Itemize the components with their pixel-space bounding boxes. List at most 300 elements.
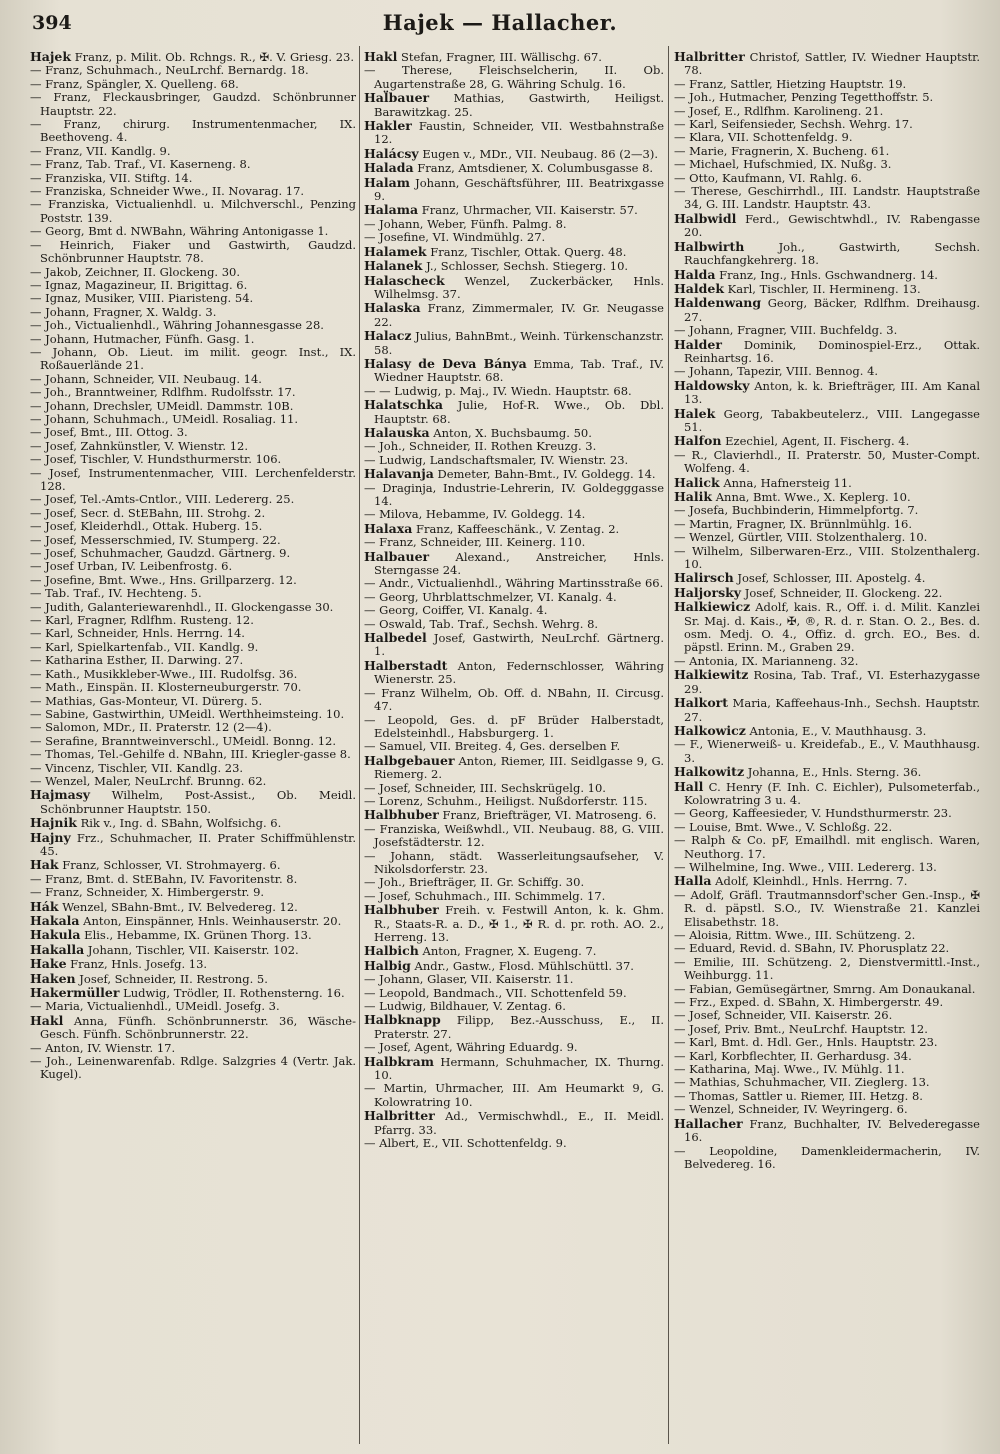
entry-surname: Halavanja	[364, 466, 434, 482]
directory-entry	[30, 858, 356, 872]
directory-entry	[30, 413, 356, 426]
directory-entry	[364, 577, 664, 590]
entry-text: Alexand., Anstreicher, Hnls. Sterngasse 24.	[374, 549, 664, 578]
entry-text: Rosina, Tab. Traf., VI. Esterhazygasse 29.	[684, 668, 980, 696]
directory-entry	[30, 279, 356, 292]
entry-surname: Haldek	[674, 280, 725, 296]
entry-text: Adolf, Kleinhdl., Hnls. Herrng. 7.	[711, 874, 908, 889]
directory-entry	[364, 1137, 664, 1150]
entry-surname: Halaxa	[364, 520, 413, 536]
entry-text: — Johann, Drechsler, UMeidl. Dammstr. 10B.	[30, 398, 294, 413]
directory-entry	[30, 601, 356, 614]
directory-entry	[364, 959, 664, 973]
entry-text: Franz, Hnls. Josefg. 13.	[66, 957, 208, 972]
entry-surname: Hakl	[30, 1012, 64, 1028]
directory-entry	[364, 119, 664, 147]
directory-entry	[674, 834, 980, 861]
entry-text: — Sabine, Gastwirthin, UMeidl. Werthheimsteing. 10.	[30, 706, 345, 721]
entry-text: Franz, Kaffeeschänk., V. Zentag. 2.	[412, 521, 620, 536]
directory-entry	[364, 440, 664, 453]
directory-entry	[30, 507, 356, 520]
directory-entry	[30, 185, 356, 198]
entry-text: — Oswald, Tab. Traf., Sechsh. Wehrg. 8.	[364, 616, 599, 631]
directory-entry	[30, 1014, 356, 1042]
directory-entry	[364, 482, 664, 509]
directory-entry	[674, 518, 980, 531]
directory-entry	[674, 765, 980, 779]
entry-text: Freih. v. Festwill Anton, k. k. Ghm. R., Staats-R. a. D., ✠ 1., ✠ R. d. pr. roth. AO. 2., Herreng. 13.	[374, 903, 664, 944]
directory-entry	[674, 983, 980, 996]
entry-text: — Franz, Fleckausbringer, Gaudzd. Schönbrunner Hauptstr. 22.	[30, 90, 356, 118]
directory-entry	[364, 808, 664, 822]
directory-entry	[30, 50, 356, 64]
entry-text: — Josefine, Bmt. Wwe., Hns. Grillparzerg. 12.	[30, 572, 297, 587]
directory-entry	[674, 240, 980, 268]
entry-text: — Johann, Schneider, VII. Neubaug. 14.	[30, 371, 262, 386]
directory-entry	[30, 886, 356, 899]
entry-text: — Tab. Traf., IV. Hechteng. 5.	[30, 586, 202, 601]
entry-text: Franz, Amtsdiener, X. Columbusgasse 8.	[413, 161, 654, 176]
entry-text: — Joh., Hutmacher, Penzing Tegetthoffstr. 5.	[674, 90, 934, 105]
directory-entry	[674, 268, 980, 282]
directory-entry	[364, 301, 664, 329]
directory-entry	[30, 928, 356, 942]
entry-text: — Judith, Galanteriewarenhdl., II. Glockengasse 30.	[30, 599, 334, 614]
entry-surname: Halbich	[364, 943, 419, 959]
directory-entry	[364, 659, 664, 687]
entry-text: — Georg, Bmt d. NWBahn, Währing Antonigasse 1.	[30, 224, 329, 239]
directory-entry	[364, 604, 664, 617]
entry-text: Elis., Hebamme, IX. Grünen Thorg. 13.	[80, 928, 312, 943]
directory-entry	[674, 1090, 980, 1103]
directory-entry	[674, 942, 980, 955]
entry-text: — Johann, Fragner, VIII. Buchfeldg. 3.	[674, 323, 898, 338]
entry-surname: Halanek	[364, 258, 423, 274]
directory-entry	[30, 198, 356, 225]
directory-entry	[364, 147, 664, 161]
directory-entry	[674, 50, 980, 78]
entry-surname: Halkowitz	[674, 764, 745, 780]
directory-entry	[364, 218, 664, 231]
entry-text: Julie, Hof-R. Wwe., Ob. Dbl. Hauptstr. 68.	[374, 398, 664, 426]
directory-entry	[364, 274, 664, 302]
entry-surname: Hák	[30, 898, 59, 914]
directory-entry	[364, 508, 664, 521]
entry-text: — Franziska, Schneider Wwe., II. Novarag. 17.	[30, 184, 305, 199]
directory-entry	[30, 748, 356, 761]
entry-text: — Johann, Tapezir, VIII. Bennog. 4.	[674, 364, 879, 379]
directory-entry	[30, 373, 356, 386]
directory-entry	[30, 873, 356, 886]
entry-text: Anna, Fünfh. Schönbrunnerstr. 36, Wäsche-Gesch. Fünfh. Schönbrunnerstr. 22.	[40, 1013, 356, 1042]
entry-surname: Hajmasy	[30, 787, 91, 803]
directory-entry	[30, 1042, 356, 1055]
entry-text: — Michael, Hufschmied, IX. Nußg. 3.	[674, 157, 892, 172]
entry-text: Wenzel, Zuckerbäcker, Hnls. Wilhelmsg. 37.	[374, 273, 664, 301]
directory-entry	[30, 118, 356, 145]
entry-text: Stefan, Fragner, III. Wällischg. 67.	[397, 50, 602, 64]
entry-text: — Josef, Schneider, VII. Kaiserstr. 26.	[674, 1008, 893, 1023]
entry-text: — Johann, Schuhmach., UMeidl. Rosaliag. 11.	[30, 411, 299, 426]
entry-text: Rik v., Ing. d. SBahn, Wolfsichg. 6.	[76, 816, 282, 831]
column-1	[30, 50, 356, 1442]
entry-text: Josef, Schneider, II. Glockeng. 22.	[741, 585, 943, 600]
directory-entry	[30, 91, 356, 118]
entry-text: — F., Wienerweiß- u. Kreidefab., E., V. Mauthhausg. 3.	[674, 737, 980, 765]
entry-surname: Halbedel	[364, 630, 427, 646]
entry-text: Georg, Tabakbeutelerz., VIII. Langegasse 51.	[684, 406, 980, 434]
directory-entry	[30, 695, 356, 708]
entry-surname: Halberstadt	[364, 657, 448, 673]
entry-text: — Martin, Uhrmacher, III. Am Heumarkt 9, G. Kolowratring 10.	[364, 1081, 664, 1109]
directory-entry	[364, 1000, 664, 1013]
directory-entry	[364, 357, 664, 385]
entry-text: Franz, Uhrmacher, VII. Kaiserstr. 57.	[418, 203, 638, 218]
entry-text: Faustin, Schneider, VII. Westbahnstraße 12.	[374, 119, 664, 147]
entry-text: — Josef, Agent, Währing Eduardg. 9.	[364, 1040, 578, 1055]
directory-entry	[674, 807, 980, 820]
entry-text: — Andr., Victualienhdl., Währing Martinsstraße 66.	[364, 576, 664, 591]
entry-surname: Halbauer	[364, 548, 430, 564]
directory-entry	[674, 212, 980, 240]
entry-surname: Haldenwang	[674, 295, 762, 311]
entry-text: — Anton, IV. Wienstr. 17.	[30, 1040, 176, 1055]
entry-text: — Maria, Victualienhdl., UMeidl. Josefg. 3.	[30, 999, 280, 1014]
directory-entry	[364, 64, 664, 91]
directory-entry	[674, 586, 980, 600]
entry-text: Filipp, Bez.-Ausschuss, E., II. Praterstr. 27.	[374, 1013, 664, 1041]
entry-text: — Franz, Schneider, III. Keinerg. 110.	[364, 535, 586, 550]
entry-text: — Josef, Messerschmied, IV. Stumperg. 22.	[30, 532, 281, 547]
entry-text: — Leopoldine, Damenkleidermacherin, IV. Belvedereg. 16.	[674, 1143, 980, 1171]
entry-text: Emma, Tab. Traf., IV. Wiedner Hauptstr. 68.	[374, 356, 664, 385]
entry-text: — Franz, chirurg. Instrumentenmacher, IX. Beethoveng. 4.	[30, 117, 356, 145]
entry-text: Franz, p. Milit. Ob. Rchngs. R., ✠. V. Griesg. 23.	[71, 50, 355, 64]
entry-text: Frz., Schuhmacher, II. Prater Schiffmühlenstr. 45.	[40, 830, 356, 858]
entry-text: — Georg, Coiffer, VI. Kanalg. 4.	[364, 603, 548, 618]
entry-text: Josef, Gastwirth, NeuLrchf. Gärtnerg. 1.	[374, 631, 664, 659]
entry-text: — Kath., Musikkleber-Wwe., III. Rudolfsg. 36.	[30, 666, 298, 681]
entry-text: Eugen v., MDr., VII. Neubaug. 86 (2—3).	[418, 146, 658, 161]
directory-entry	[674, 571, 980, 585]
entry-text: — Thomas, Tel.-Gehilfe d. NBahn, III. Kriegler-gasse 8.	[30, 747, 351, 762]
directory-entry	[364, 973, 664, 986]
directory-entry	[364, 714, 664, 741]
directory-entry	[30, 520, 356, 533]
directory-entry	[364, 823, 664, 850]
entry-text: — Johann, Fragner, X. Waldg. 3.	[30, 304, 217, 319]
entry-text: — Heinrich, Fiaker und Gastwirth, Gaudzd. Schönbrunner Hauptstr. 78.	[30, 237, 356, 266]
directory-entry	[674, 78, 980, 91]
directory-entry	[30, 145, 356, 158]
directory-entry	[674, 668, 980, 696]
entry-surname: Halbig	[364, 957, 411, 973]
directory-entry	[30, 78, 356, 91]
directory-entry	[364, 876, 664, 889]
directory-entry	[30, 914, 356, 928]
directory-entry	[30, 239, 356, 266]
directory-entry	[30, 735, 356, 748]
entry-text: — Franziska, Victualienhdl. u. Milchverschl., Penzing Poststr. 139.	[30, 197, 356, 225]
entry-text: — Katharina, Maj. Wwe., IV. Mühlg. 11.	[674, 1062, 905, 1077]
entry-text: — Albert, E., VII. Schottenfeldg. 9.	[364, 1136, 567, 1151]
directory-entry	[674, 407, 980, 435]
entry-surname: Halbgebauer	[364, 752, 455, 768]
entry-text: — Franz Wilhelm, Ob. Off. d. NBahn, II. Circusg. 47.	[364, 685, 664, 714]
entry-text: — Johann, städt. Wasserleitungsaufseher, V. Nikolsdorferstr. 23.	[364, 848, 664, 876]
directory-entry	[674, 172, 980, 185]
entry-text: — Leopold, Ges. d. pF Brüder Halberstadt, Edelsteinhdl., Habsburgerg. 1.	[364, 712, 664, 740]
directory-entry	[674, 282, 980, 296]
entry-text: — Josef, Bmt., III. Ottog. 3.	[30, 425, 188, 440]
entry-text: — Karl, Spielkartenfab., VII. Kandlg. 9.	[30, 639, 259, 654]
directory-entry	[674, 1023, 980, 1036]
entry-text: — Josef, Schuhmach., III. Schimmelg. 17.	[364, 888, 606, 903]
directory-entry	[30, 426, 356, 439]
entry-text: — Karl, Bmt. d. Hdl. Ger., Hnls. Hauptstr. 23.	[674, 1035, 938, 1050]
directory-entry	[30, 319, 356, 332]
directory-entry	[364, 203, 664, 217]
directory-entry	[30, 266, 356, 279]
entry-text: — Johann, Ob. Lieut. im milit. geogr. Inst., IX. Roßauerlände 21.	[30, 344, 356, 373]
entry-text: — Josef, Secr. d. StEBahn, III. Strohg. 2.	[30, 505, 266, 520]
entry-text: — Joh., Branntweiner, Rdlfhm. Rudolfsstr. 17.	[30, 385, 296, 400]
entry-text: Johann, Geschäftsführer, III. Beatrixgasse 9.	[374, 175, 664, 204]
entry-text: — Franz, VII. Kandlg. 9.	[30, 143, 171, 158]
directory-entry	[30, 1055, 356, 1082]
entry-text: Demeter, Bahn-Bmt., IV. Goldegg. 14.	[433, 467, 656, 482]
directory-entry	[30, 453, 356, 466]
directory-entry	[674, 504, 980, 517]
directory-entry	[30, 493, 356, 506]
directory-entry	[364, 795, 664, 808]
directory-entry	[30, 641, 356, 654]
directory-entry	[674, 821, 980, 834]
entry-surname: Hakalla	[30, 941, 85, 957]
entry-surname: Hakler	[364, 118, 412, 134]
directory-entry	[30, 346, 356, 373]
directory-entry	[674, 296, 980, 324]
directory-entry	[364, 631, 664, 659]
entry-text: — Klara, VII. Schottenfeldg. 9.	[674, 130, 853, 145]
entry-surname: Hak	[30, 857, 59, 873]
entry-text: — Josef, Schuhmacher, Gaudzd. Gärtnerg. 9.	[30, 546, 291, 561]
entry-surname: Halek	[674, 405, 716, 421]
entry-surname: Halkiewicz	[674, 599, 751, 615]
directory-entry	[364, 522, 664, 536]
directory-entry	[30, 957, 356, 971]
entry-text: Anton, Einspänner, Hnls. Weinhauserstr. 20.	[79, 914, 342, 928]
entry-text: Dominik, Dominospiel-Erz., Ottak. Reinhartsg. 16.	[684, 337, 980, 365]
entry-surname: Haldowsky	[674, 377, 750, 393]
entry-text: — Josefa, Buchbinderin, Himmelpfortg. 7.	[674, 503, 919, 518]
entry-text: Mathias, Gastwirth, Heiligst. Barawitzkag. 25.	[374, 91, 664, 119]
entry-text: — Mathias, Gas-Monteur, VI. Dürerg. 5.	[30, 693, 263, 708]
entry-text: — Franz, Sattler, Hietzing Hauptstr. 19.	[674, 76, 907, 91]
directory-entry	[674, 874, 980, 888]
entry-text: Georg, Bäcker, Rdlfhm. Dreihausg. 27.	[684, 296, 980, 324]
directory-entry	[30, 306, 356, 319]
entry-surname: Halbhuber	[364, 807, 439, 823]
entry-text: — Joh., Briefträger, II. Gr. Schiffg. 30.	[364, 875, 585, 890]
entry-text: — Eduard, Revid. d. SBahn, IV. Phorusplatz 22.	[674, 941, 950, 956]
directory-entry	[364, 550, 664, 578]
entry-text: — Ralph & Co. pF, Emailhdl. mit englisch. Waren, Neuthorg. 17.	[674, 833, 980, 861]
directory-entry	[30, 788, 356, 816]
entry-text: — Otto, Kaufmann, VI. Rahlg. 6.	[674, 170, 862, 185]
entry-surname: Halbkram	[364, 1053, 434, 1069]
directory-entry	[30, 943, 356, 957]
entry-surname: Hajny	[30, 829, 71, 845]
entry-text: — Johann, Glaser, VII. Kaiserstr. 11.	[364, 972, 574, 987]
directory-entry	[674, 131, 980, 144]
entry-surname: Halirsch	[674, 570, 734, 586]
directory-entry	[30, 64, 356, 77]
page-header	[0, 0, 1000, 40]
entry-text: Franz, Briefträger, VI. Matroseng. 6.	[438, 808, 657, 823]
entry-text: Anton, Fragner, X. Eugeng. 7.	[418, 944, 597, 959]
entry-surname: Halaska	[364, 300, 421, 316]
directory-entry	[364, 385, 664, 398]
entry-text: Maria, Kaffeehaus-Inh., Sechsh. Hauptstr. 27.	[684, 696, 980, 724]
column-rule-2	[668, 46, 669, 1444]
entry-text: — Ludwig, Bildhauer, V. Zentag. 6.	[364, 999, 566, 1014]
entry-surname: Halácsy	[364, 145, 419, 161]
entry-text: — Thomas, Sattler u. Riemer, III. Hetzg. 8.	[674, 1088, 923, 1103]
entry-surname: Halbknapp	[364, 1012, 441, 1028]
directory-entry	[674, 476, 980, 490]
directory-entry	[30, 614, 356, 627]
directory-entry	[674, 365, 980, 378]
entry-surname: Halbritter	[364, 1108, 435, 1124]
directory-entry	[674, 158, 980, 171]
entry-text: Christof, Sattler, IV. Wiedner Hauptstr. 78.	[684, 50, 980, 78]
directory-entry	[30, 986, 356, 1000]
directory-entry	[364, 176, 664, 204]
directory-entry	[674, 338, 980, 366]
directory-entry	[674, 185, 980, 212]
entry-text: Anna, Bmt. Wwe., X. Keplerg. 10.	[712, 490, 911, 504]
entry-surname: Halam	[364, 174, 410, 190]
entry-surname: Halbwidl	[674, 210, 737, 226]
entry-text: Anton, k. k. Briefträger, III. Am Kanal 13.	[684, 378, 980, 407]
directory-entry	[674, 655, 980, 668]
entry-text: — Joh., Victualienhdl., Währing Johannesgasse 28.	[30, 318, 324, 333]
entry-text: — Josef, Schneider, III. Sechskrügelg. 10.	[364, 780, 606, 795]
entry-text: Anton, Riemer, III. Seidlgasse 9, G. Riemerg. 2.	[374, 753, 664, 782]
directory-entry	[674, 1145, 980, 1172]
directory-entry	[674, 379, 980, 407]
entry-text: — Wilhelmine, Ing. Wwe., VIII. Ledererg. 13.	[674, 859, 937, 874]
entry-text: — Josef, Kleiderhdl., Ottak. Huberg. 15.	[30, 519, 263, 534]
directory-entry	[674, 490, 980, 504]
entry-text: — Franziska, VII. Stiftg. 14.	[30, 170, 193, 185]
entry-surname: Halkort	[674, 695, 729, 711]
directory-entry	[674, 738, 980, 765]
entry-surname: Hakermüller	[30, 985, 120, 1001]
entry-surname: Halbhuber	[364, 902, 439, 918]
entry-text: Anton, X. Buchsbaumg. 50.	[429, 425, 592, 440]
directory-entry	[674, 1076, 980, 1089]
directory-entry	[364, 618, 664, 631]
entry-text: — Draginja, Industrie-Lehrerin, IV. Goldegggasse 14.	[364, 480, 664, 508]
directory-entry	[364, 1055, 664, 1083]
entry-text: Anton, Federnschlosser, Währing Wienerstr. 25.	[374, 658, 664, 687]
entry-surname: Hajek	[30, 50, 72, 64]
directory-entry	[674, 861, 980, 874]
directory-entry	[674, 696, 980, 724]
directory-entry	[674, 600, 980, 655]
directory-entry	[30, 534, 356, 547]
directory-entry	[364, 591, 664, 604]
directory-entry	[364, 398, 664, 426]
entry-text: — Josef, Tischler, V. Hundsthurmerstr. 106.	[30, 452, 282, 467]
entry-surname: Hakala	[30, 913, 80, 928]
directory-entry	[674, 324, 980, 337]
entry-surname: Haljorsky	[674, 584, 742, 600]
entry-text: — Fabian, Gemüsegärtner, Smrng. Am Donaukanal.	[674, 981, 976, 996]
entry-text: Antonia, E., V. Mauthhausg. 3.	[745, 723, 927, 738]
directory-entry	[674, 1117, 980, 1145]
directory-entry	[30, 900, 356, 914]
entry-text: — Therese, Fleischselcherin, II. Ob. Augartenstraße 28, G. Währing Schulg. 16.	[364, 63, 664, 91]
entry-text: — Mathias, Schuhmacher, VII. Zieglerg. 13.	[674, 1075, 930, 1090]
entry-surname: Haken	[30, 970, 76, 986]
directory-entry	[674, 1036, 980, 1049]
directory-entry	[30, 547, 356, 560]
entry-text: — Wenzel, Schneider, IV. Weyringerg. 6.	[674, 1102, 908, 1117]
entry-text: — Georg, Uhrblattschmelzer, VI. Kanalg. 4.	[364, 589, 617, 604]
page-number: 394	[32, 12, 72, 34]
directory-entry	[674, 531, 980, 544]
entry-surname: Hajnik	[30, 815, 77, 831]
directory-entry	[364, 1109, 664, 1137]
directory-entry	[674, 780, 980, 808]
entry-text: — Wenzel, Gürtler, VIII. Stolzenthalerg. 10.	[674, 530, 928, 545]
directory-entry	[364, 782, 664, 795]
entry-surname: Hakula	[30, 927, 81, 943]
directory-entry	[674, 956, 980, 983]
directory-entry	[364, 467, 664, 481]
entry-text: Johann, Tischler, VII. Kaiserstr. 102.	[84, 942, 299, 957]
entry-surname: Hakl	[364, 50, 398, 64]
directory-entry	[30, 560, 356, 573]
entry-text: — Franz, Schuhmach., NeuLrchf. Bernardg. 18.	[30, 63, 309, 78]
entry-text: — Franziska, Weißwhdl., VII. Neubaug. 88, G. VIII. Josefstädterstr. 12.	[364, 821, 664, 850]
directory-entry	[674, 724, 980, 738]
directory-entry	[30, 816, 356, 830]
entry-surname: Halada	[364, 160, 414, 176]
entry-text: Joh., Gastwirth, Sechsh. Rauchfangkehrerg. 18.	[684, 239, 980, 268]
column-2	[364, 50, 664, 1442]
entry-text: — Wilhelm, Silberwaren-Erz., VIII. Stolzenthalerg. 10.	[674, 543, 980, 572]
directory-entry	[364, 754, 664, 782]
directory-entry	[30, 721, 356, 734]
directory-entry	[364, 944, 664, 958]
entry-text: — Franz, Tab. Traf., VI. Kaserneng. 8.	[30, 157, 251, 172]
entry-text: Franz, Buchhalter, IV. Belvederegasse 16.	[684, 1116, 980, 1145]
directory-entry	[674, 889, 980, 929]
directory-entry	[30, 972, 356, 986]
directory-entry	[30, 333, 356, 346]
directory-entry	[364, 1013, 664, 1041]
entry-text: — Josef, E., Rdlfhm. Karolineng. 21.	[674, 103, 884, 118]
directory-entry	[364, 687, 664, 714]
directory-entry	[30, 386, 356, 399]
entry-text: — Serafine, Branntweinverschl., UMeidl. Bonng. 12.	[30, 733, 337, 748]
directory-entry	[364, 903, 664, 944]
entry-text: — Therese, Geschirrhdl., III. Landstr. Hauptstraße 34, G. III. Landstr. Hauptstr. 43.	[674, 184, 980, 212]
